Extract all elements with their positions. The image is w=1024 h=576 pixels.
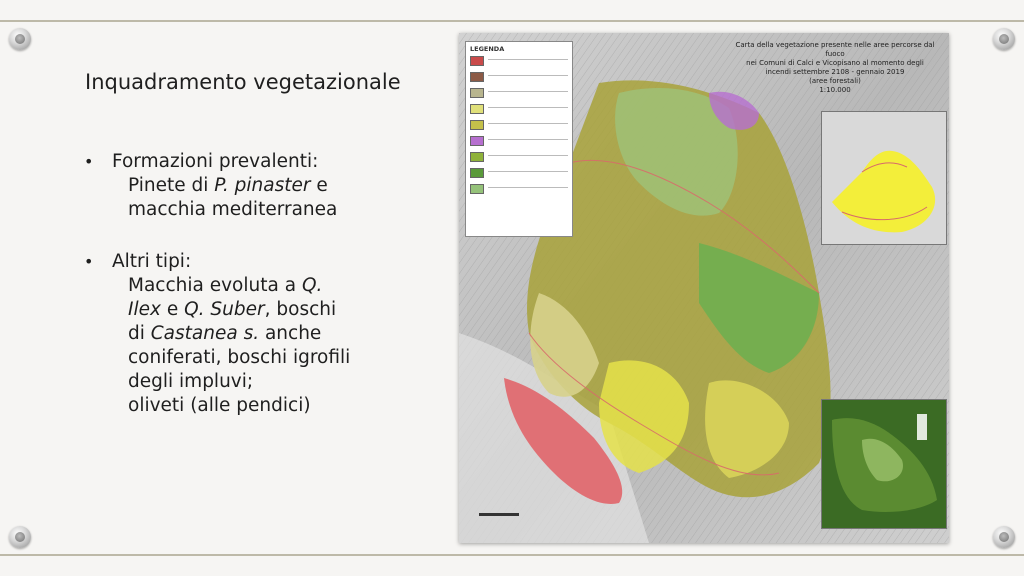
legend-text-lines bbox=[488, 59, 568, 68]
text-italic: Ilex bbox=[128, 299, 161, 320]
legend-text-lines bbox=[488, 155, 568, 164]
bottom-border bbox=[0, 554, 1024, 556]
bullet-item bbox=[84, 250, 464, 418]
bullet-line bbox=[112, 174, 464, 198]
legend-text-lines bbox=[488, 91, 568, 100]
bullet-line bbox=[112, 274, 464, 298]
text-fragment: , boschi bbox=[264, 299, 337, 320]
legend-row bbox=[470, 136, 568, 148]
legend-row bbox=[470, 152, 568, 164]
legend-row bbox=[470, 72, 568, 84]
legend-text-lines bbox=[488, 187, 568, 196]
pin-top-right-icon bbox=[993, 28, 1015, 50]
legend-swatch bbox=[470, 136, 484, 146]
inset-top-graphic bbox=[822, 112, 946, 244]
text-fragment: e bbox=[310, 175, 328, 196]
pin-bottom-left-icon bbox=[9, 526, 31, 548]
legend-text-lines bbox=[488, 75, 568, 84]
legend-title: LEGENDA bbox=[470, 45, 505, 53]
bullet-line bbox=[112, 298, 464, 322]
legend-swatch bbox=[470, 184, 484, 194]
text-fragment: anche bbox=[259, 323, 322, 344]
pin-bottom-right-icon bbox=[993, 526, 1015, 548]
legend-text-lines bbox=[488, 123, 568, 132]
map-heading bbox=[725, 41, 945, 95]
bullet-line: degli impluvi; bbox=[128, 371, 254, 392]
legend-swatch bbox=[470, 72, 484, 82]
legend-row bbox=[470, 104, 568, 116]
map-heading-line: Carta della vegetazione presente nelle aree percorse dal fuoco bbox=[735, 41, 935, 58]
bullet-heading: Formazioni prevalenti: bbox=[112, 151, 319, 172]
inset-bottom-graphic bbox=[822, 400, 946, 528]
text-fragment: Macchia evoluta a bbox=[128, 275, 302, 296]
text-italic: P. pinaster bbox=[214, 175, 311, 196]
legend-row bbox=[470, 184, 568, 196]
text-italic: Castanea s. bbox=[150, 323, 260, 344]
legend-swatch bbox=[470, 120, 484, 130]
legend-text-lines bbox=[488, 107, 568, 116]
text-fragment: di bbox=[128, 323, 151, 344]
bullet-item bbox=[84, 150, 464, 222]
map-heading-line: nei Comuni di Calci e Vicopisano al momento degli bbox=[746, 59, 924, 67]
bullet-line: oliveti (alle pendici) bbox=[128, 395, 311, 416]
text-italic: Q. Suber bbox=[184, 299, 265, 320]
slide-title: Inquadramento vegetazionale bbox=[85, 70, 401, 94]
legend-text-lines bbox=[488, 171, 568, 180]
vegetation-map-image bbox=[459, 33, 949, 543]
text-italic: Q. bbox=[301, 275, 323, 296]
legend-swatch bbox=[470, 168, 484, 178]
bullet-line: coniferati, boschi igrofili bbox=[128, 347, 351, 368]
legend-row bbox=[470, 168, 568, 180]
map-heading-line: 1:10.000 bbox=[819, 86, 851, 94]
top-border bbox=[0, 20, 1024, 22]
text-fragment: Pinete di bbox=[128, 175, 215, 196]
legend-swatch bbox=[470, 56, 484, 66]
legend-swatch bbox=[470, 104, 484, 114]
bullet-list bbox=[84, 150, 464, 418]
legend-swatch bbox=[470, 152, 484, 162]
map-heading-line: (aree forestali) bbox=[809, 77, 861, 85]
legend-row bbox=[470, 56, 568, 68]
bullet-line: macchia mediterranea bbox=[128, 199, 338, 220]
inset-map-top bbox=[821, 111, 947, 245]
pin-top-left-icon bbox=[9, 28, 31, 50]
bullet-heading: Altri tipi: bbox=[112, 251, 192, 272]
inset-map-bottom bbox=[821, 399, 947, 529]
legend-row bbox=[470, 88, 568, 100]
map-heading-line: incendi settembre 2108 - gennaio 2019 bbox=[765, 68, 905, 76]
bullet-dot: • bbox=[84, 152, 94, 171]
legend-text-lines bbox=[488, 139, 568, 148]
text-fragment: e bbox=[160, 299, 185, 320]
legend-row bbox=[470, 120, 568, 132]
bullet-dot: • bbox=[84, 252, 94, 271]
bullet-line bbox=[112, 322, 464, 346]
map-legend bbox=[465, 41, 573, 237]
legend-swatch bbox=[470, 88, 484, 98]
